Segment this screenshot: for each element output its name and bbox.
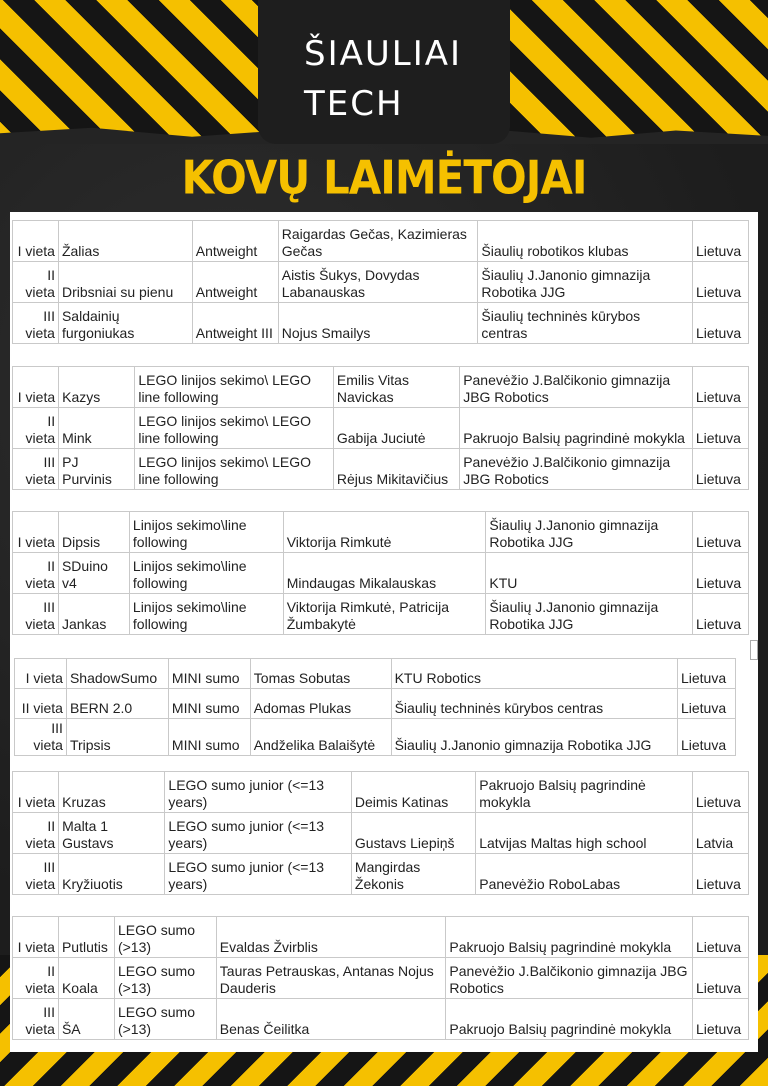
results-table-line-following [12, 511, 749, 635]
table-row [13, 917, 749, 958]
category-cell: Linijos sekimo\line following [129, 553, 283, 594]
country-cell: Lietuva [692, 553, 748, 594]
place-cell: I vieta [13, 221, 59, 262]
organization-cell: Pakruojo Balsių pagrindinė mokykla [446, 999, 693, 1040]
table-row [13, 221, 749, 262]
organization-cell: Latvijas Maltas high school [476, 813, 693, 854]
country-cell: Lietuva [692, 449, 748, 490]
country-cell: Lietuva [677, 659, 735, 689]
category-cell: MINI sumo [168, 689, 250, 719]
category-cell: LEGO linijos sekimo\ LEGO line following [135, 367, 334, 408]
table-row [15, 659, 736, 689]
robot-cell: Koala [58, 958, 114, 999]
category-cell: Antweight [192, 262, 278, 303]
country-cell: Lietuva [692, 303, 748, 344]
participant-cell: Evaldas Žvirblis [216, 917, 446, 958]
table-row [13, 594, 749, 635]
participant-cell: Gabija Juciutė [333, 408, 459, 449]
robot-cell: Kazys [59, 367, 135, 408]
place-cell: II vieta [13, 262, 59, 303]
table-row [13, 262, 749, 303]
category-cell: LEGO sumo (>13) [114, 999, 216, 1040]
robot-cell: Žalias [58, 221, 192, 262]
category-cell: LEGO sumo junior (<=13 years) [165, 772, 352, 813]
place-cell: III vieta [13, 854, 59, 895]
table-row [13, 772, 749, 813]
table-row [13, 367, 749, 408]
table-row [13, 999, 749, 1040]
country-cell: Lietuva [692, 917, 748, 958]
organization-cell: Šiaulių J.Janonio gimnazija Robotika JJG [486, 512, 693, 553]
organization-cell: Pakruojo Balsių pagrindinė mokykla [460, 408, 693, 449]
results-table-lego-sumo [12, 916, 749, 1040]
results-table-antweight [12, 220, 749, 344]
category-cell: LEGO linijos sekimo\ LEGO line following [135, 408, 334, 449]
participant-cell: Tauras Petrauskas, Antanas Nojus Dauderis [216, 958, 446, 999]
category-cell: Antweight III [192, 303, 278, 344]
robot-cell: Kruzas [59, 772, 165, 813]
place-cell: II vieta [13, 813, 59, 854]
participant-cell: Deimis Katinas [351, 772, 475, 813]
category-cell: Antweight [192, 221, 278, 262]
robot-cell: Mink [59, 408, 135, 449]
participant-cell: Adomas Plukas [250, 689, 391, 719]
place-cell: II vieta [13, 958, 59, 999]
country-cell: Latvia [692, 813, 748, 854]
organization-cell: KTU Robotics [391, 659, 677, 689]
table-row [13, 854, 749, 895]
category-cell: LEGO linijos sekimo\ LEGO line following [135, 449, 334, 490]
page-title: KOVŲ LAIMĖTOJAI [181, 150, 587, 205]
place-cell: I vieta [15, 659, 67, 689]
robot-cell: BERN 2.0 [66, 689, 168, 719]
results-table-lego-line [12, 366, 749, 490]
participant-cell: Nojus Smailys [278, 303, 478, 344]
category-cell: MINI sumo [168, 659, 250, 689]
organization-cell: Panevėžio J.Balčikonio gimnazija JBG Robotics [460, 449, 693, 490]
participant-cell: Aistis Šukys, Dovydas Labanauskas [278, 262, 478, 303]
place-cell: III vieta [13, 594, 59, 635]
category-cell: LEGO sumo junior (<=13 years) [165, 813, 352, 854]
results-table-lego-sumo-junior [12, 771, 749, 895]
robot-cell: Kryžiuotis [59, 854, 165, 895]
place-cell: I vieta [13, 772, 59, 813]
table-row [13, 408, 749, 449]
organization-cell: Pakruojo Balsių pagrindinė mokykla [476, 772, 693, 813]
organization-cell: Šiaulių techninės kūrybos centras [391, 689, 677, 719]
category-cell: Linijos sekimo\line following [129, 512, 283, 553]
place-cell: II vieta [13, 553, 59, 594]
country-cell: Lietuva [692, 854, 748, 895]
place-cell: II vieta [15, 689, 67, 719]
logo-line-2: TECH [304, 84, 404, 124]
robot-cell: Tripsis [66, 719, 168, 756]
organization-cell: Šiaulių J.Janonio gimnazija Robotika JJG [391, 719, 677, 756]
robot-cell: ŠA [58, 999, 114, 1040]
robot-cell: SDuino v4 [58, 553, 129, 594]
logo-line-1: ŠIAULIAI [304, 34, 463, 74]
category-cell: LEGO sumo (>13) [114, 958, 216, 999]
place-cell: III vieta [13, 999, 59, 1040]
table-row [13, 512, 749, 553]
place-cell: I vieta [13, 917, 59, 958]
participant-cell: Raigardas Gečas, Kazimieras Gečas [278, 221, 478, 262]
place-cell: II vieta [13, 408, 59, 449]
country-cell: Lietuva [692, 958, 748, 999]
category-cell: MINI sumo [168, 719, 250, 756]
place-cell: I vieta [13, 512, 59, 553]
participant-cell: Tomas Sobutas [250, 659, 391, 689]
place-cell: III vieta [15, 719, 67, 756]
organization-cell: Šiaulių robotikos klubas [478, 221, 693, 262]
participant-cell: Benas Čeilitka [216, 999, 446, 1040]
participant-cell: Viktorija Rimkutė, Patricija Žumbakytė [283, 594, 486, 635]
table-row [15, 689, 736, 719]
robot-cell: Dribsniai su pienu [58, 262, 192, 303]
organization-cell: Panevėžio J.Balčikonio gimnazija JBG Robotics [460, 367, 693, 408]
robot-cell: PJ Purvinis [59, 449, 135, 490]
robot-cell: Saldainių furgoniukas [58, 303, 192, 344]
organization-cell: Šiaulių J.Janonio gimnazija Robotika JJG [478, 262, 693, 303]
country-cell: Lietuva [692, 512, 748, 553]
participant-cell: Mangirdas Žekonis [351, 854, 475, 895]
participant-cell: Mindaugas Mikalauskas [283, 553, 486, 594]
participant-cell: Viktorija Rimkutė [283, 512, 486, 553]
category-cell: LEGO sumo (>13) [114, 917, 216, 958]
country-cell: Lietuva [692, 221, 748, 262]
country-cell: Lietuva [692, 594, 748, 635]
participant-cell: Rėjus Mikitavičius [333, 449, 459, 490]
table-row [13, 553, 749, 594]
participant-cell: Emilis Vitas Navickas [333, 367, 459, 408]
organization-cell: Šiaulių J.Janonio gimnazija Robotika JJG [486, 594, 693, 635]
results-table-mini-sumo [14, 658, 736, 756]
category-cell: LEGO sumo junior (<=13 years) [165, 854, 352, 895]
robot-cell: Jankas [58, 594, 129, 635]
robot-cell: ShadowSumo [66, 659, 168, 689]
table-row [13, 449, 749, 490]
logo [258, 0, 510, 144]
organization-cell: Šiaulių techninės kūrybos centras [478, 303, 693, 344]
country-cell: Lietuva [692, 772, 748, 813]
participant-cell: Gustavs Liepiņš [351, 813, 475, 854]
robot-cell: Dipsis [58, 512, 129, 553]
country-cell: Lietuva [692, 262, 748, 303]
participant-cell: Andželika Balaišytė [250, 719, 391, 756]
place-cell: III vieta [13, 449, 59, 490]
organization-cell: Pakruojo Balsių pagrindinė mokykla [446, 917, 693, 958]
table-row [13, 303, 749, 344]
organization-cell: Panevėžio RoboLabas [476, 854, 693, 895]
category-cell: Linijos sekimo\line following [129, 594, 283, 635]
organization-cell: Panevėžio J.Balčikonio gimnazija JBG Robotics [446, 958, 693, 999]
table-row [13, 813, 749, 854]
table-row [13, 958, 749, 999]
robot-cell: Malta 1 Gustavs [59, 813, 165, 854]
country-cell: Lietuva [677, 719, 735, 756]
country-cell: Lietuva [692, 408, 748, 449]
scrollbar-marker[interactable] [750, 640, 758, 660]
robot-cell: Putlutis [58, 917, 114, 958]
organization-cell: KTU [486, 553, 693, 594]
place-cell: III vieta [13, 303, 59, 344]
country-cell: Lietuva [692, 999, 748, 1040]
country-cell: Lietuva [677, 689, 735, 719]
place-cell: I vieta [13, 367, 59, 408]
country-cell: Lietuva [692, 367, 748, 408]
table-row [15, 719, 736, 756]
